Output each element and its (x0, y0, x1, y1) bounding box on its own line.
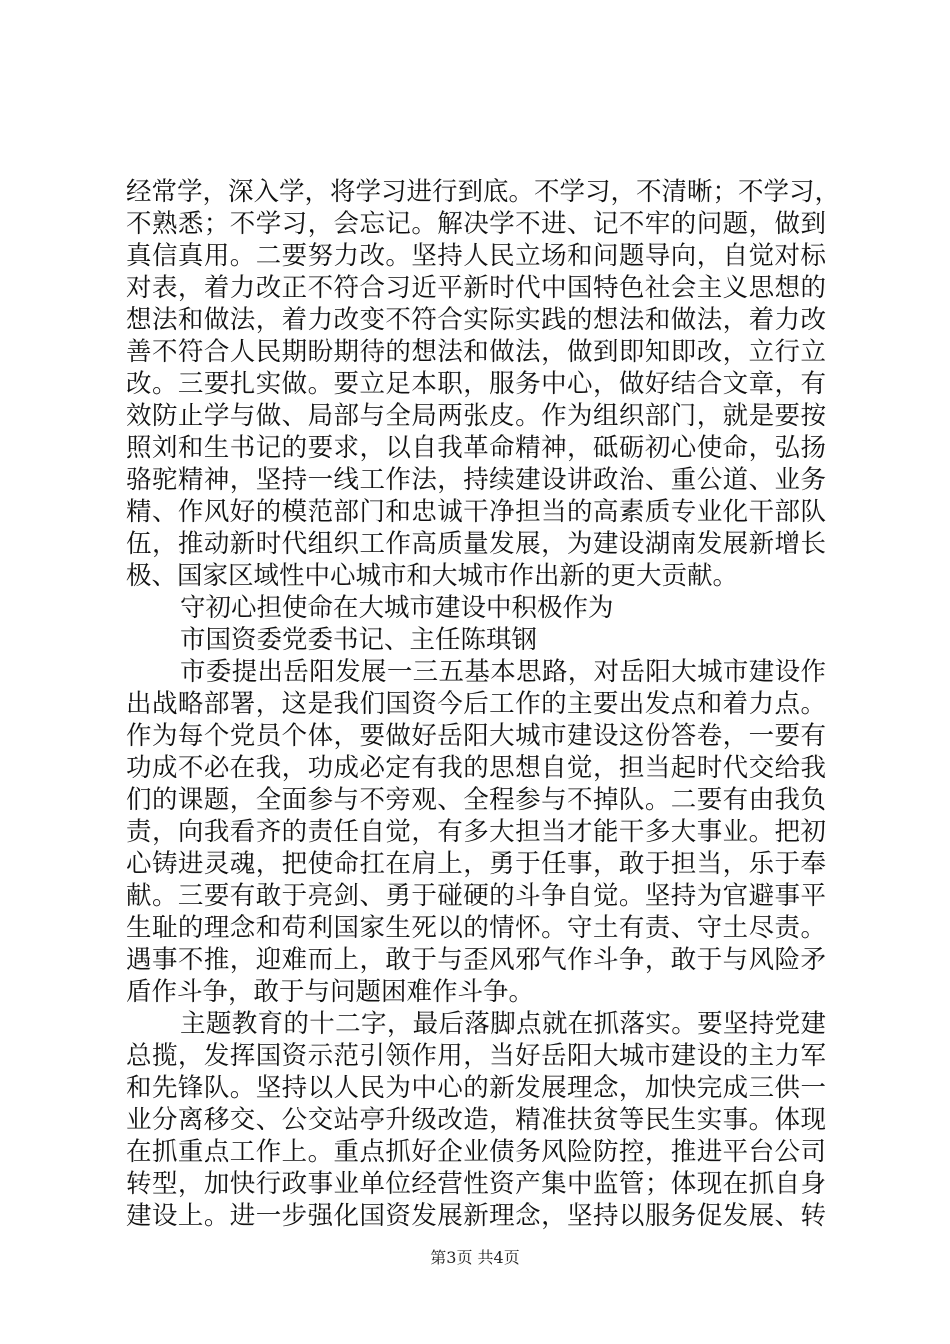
paragraph-2 (126, 656, 826, 1008)
text-line: 作为每个党员个体，要做好岳阳大城市建设这份答卷，一要有 (126, 721, 826, 751)
text-line: 生耻的理念和苟利国家生死以的情怀。守土有责、守土尽责。 (126, 913, 826, 943)
text-line: 效防止学与做、局部与全局两张皮。作为组织部门，就是要按 (126, 401, 826, 431)
text-line: 转型，加快行政事业单位经营性资产集中监管；体现在抓自身 (126, 1169, 826, 1199)
section-title (126, 592, 826, 624)
author-line (126, 624, 826, 656)
text-line: 遇事不推，迎难而上，敢于与歪风邪气作斗争，敢于与风险矛 (126, 945, 826, 975)
text-line: 照刘和生书记的要求，以自我革命精神，砥砺初心使命，弘扬 (126, 433, 826, 463)
text-line: 功成不必在我，功成必定有我的思想自觉，担当起时代交给我 (126, 753, 826, 783)
text-line: 在抓重点工作上。重点抓好企业债务风险防控，推进平台公司 (126, 1137, 826, 1167)
text-line: 真信真用。二要努力改。坚持人民立场和问题导向，自觉对标 (126, 241, 826, 271)
text-line: 经常学，深入学，将学习进行到底。不学习，不清晰；不学习， (126, 177, 841, 207)
paragraph-3 (126, 1008, 826, 1232)
text-line: 精、作风好的模范部门和忠诚干净担当的高素质专业化干部队 (126, 497, 826, 527)
paragraph-1 (126, 176, 841, 592)
page-number-footer: 第3页 共4页 (430, 1248, 520, 1267)
text-line: 们的课题，全面参与不旁观、全程参与不掉队。二要有由我负 (126, 785, 826, 815)
text-line: 建设上。进一步强化国资发展新理念，坚持以服务促发展、转 (126, 1201, 826, 1231)
text-line: 骆驼精神，坚持一线工作法，持续建设讲政治、重公道、业务 (126, 465, 826, 495)
text-line: 和先锋队。坚持以人民为中心的新发展理念，加快完成三供一 (126, 1073, 826, 1103)
text-line: 伍，推动新时代组织工作高质量发展，为建设湖南发展新增长 (126, 529, 826, 559)
text-line: 善不符合人民期盼期待的想法和做法，做到即知即改，立行立 (126, 337, 826, 367)
text-line: 极、国家区域性中心城市和大城市作出新的更大贡献。 (126, 561, 739, 591)
text-line: 盾作斗争，敢于与问题困难作斗争。 (126, 977, 535, 1007)
text-line: 主题教育的十二字，最后落脚点就在抓落实。要坚持党建 (180, 1009, 826, 1039)
section-title-text: 守初心担使命在大城市建设中积极作为 (180, 593, 614, 623)
text-line: 献。三要有敢于亮剑、勇于碰硬的斗争自觉。坚持为官避事平 (126, 881, 826, 911)
text-line: 出战略部署，这是我们国资今后工作的主要出发点和着力点。 (126, 689, 826, 719)
text-line: 对表，着力改正不符合习近平新时代中国特色社会主义思想的 (126, 273, 826, 303)
text-line: 心铸进灵魂，把使命扛在肩上，勇于任事，敢于担当，乐于奉 (126, 849, 826, 879)
text-line: 总揽，发挥国资示范引领作用，当好岳阳大城市建设的主力军 (126, 1041, 826, 1071)
text-line: 市委提出岳阳发展一三五基本思路，对岳阳大城市建设作 (180, 657, 826, 687)
text-line: 想法和做法，着力改变不符合实际实践的想法和做法，着力改 (126, 305, 826, 335)
document-body (126, 176, 841, 1232)
text-line: 不熟悉；不学习，会忘记。解决学不进、记不牢的问题，做到 (126, 209, 826, 239)
text-line: 责，向我看齐的责任自觉，有多大担当才能干多大事业。把初 (126, 817, 826, 847)
text-line: 业分离移交、公交站亭升级改造，精准扶贫等民生实事。体现 (126, 1105, 826, 1135)
text-line: 改。三要扎实做。要立足本职，服务中心，做好结合文章，有 (126, 369, 826, 399)
author-text: 市国资委党委书记、主任陈琪钢 (180, 625, 538, 655)
